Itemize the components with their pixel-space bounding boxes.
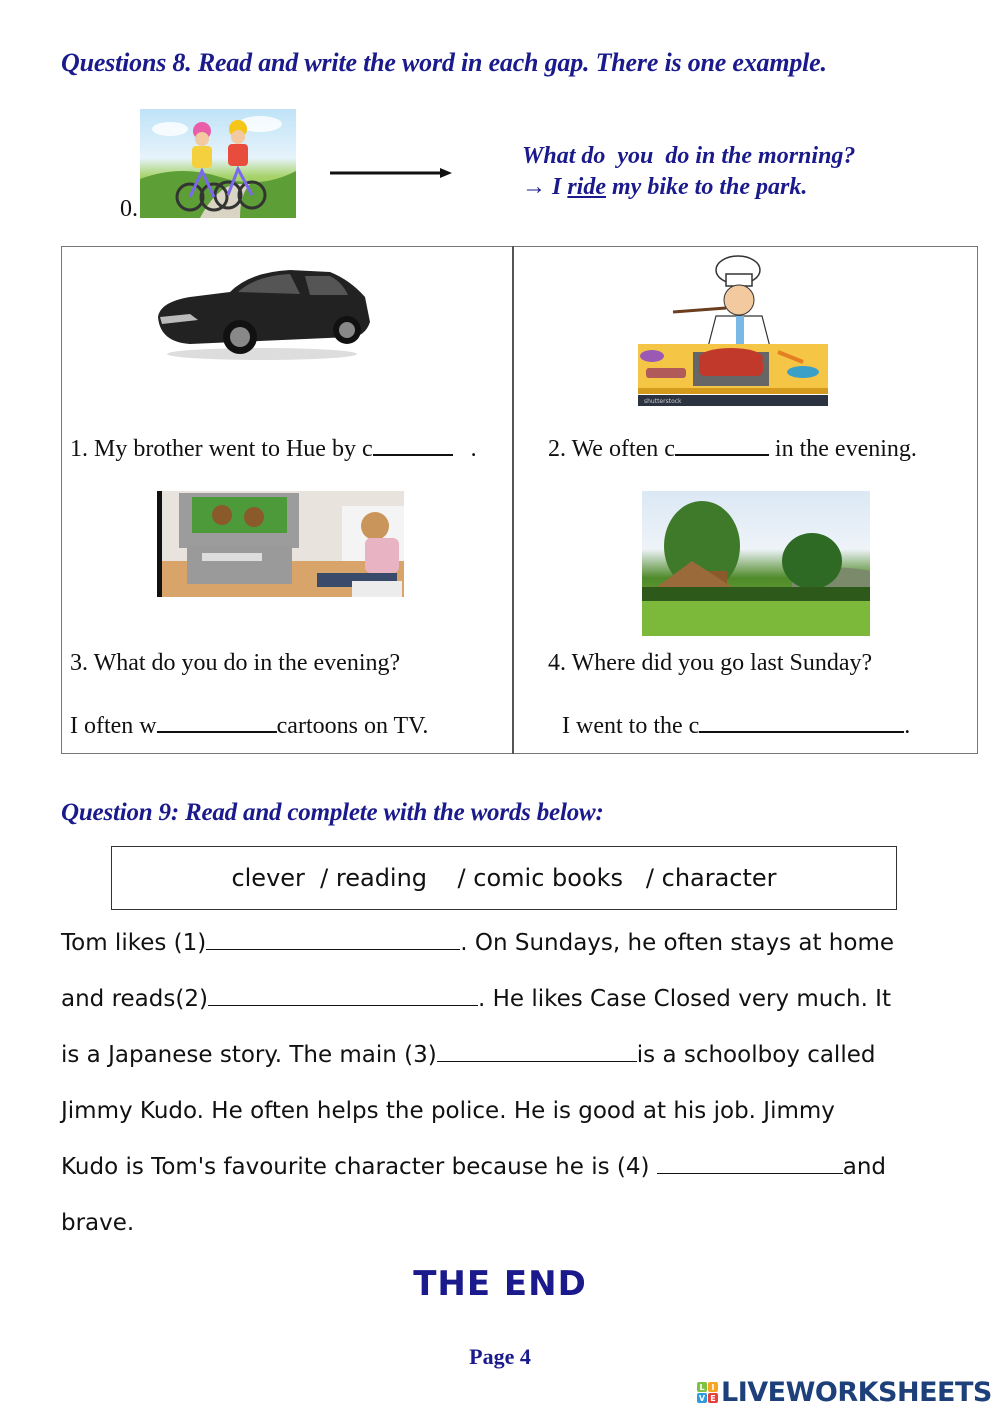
logo-tile-v: V [698,1393,706,1403]
logo-tile-l: L [697,1382,707,1392]
item-3-text-before: I often w [70,713,157,739]
item-2-answer-blank[interactable] [675,436,769,456]
line-1-before: Tom likes (1) [61,930,207,956]
long-right-arrow-icon [330,166,450,180]
example-answer-word: ride [567,174,607,200]
logo-text: LIVEWORKSHEETS [721,1377,992,1408]
gap-2-blank[interactable] [208,987,478,1006]
bike-image [140,109,296,218]
gap-1-blank[interactable] [206,931,460,950]
example-question: What do you do in the morning? [522,143,856,169]
paragraph-line-2 [61,986,938,1012]
paragraph-line-1 [61,930,938,956]
logo-tile-e: E [708,1393,718,1403]
gap-4-blank[interactable] [657,1155,843,1174]
item-4-sentence [562,713,910,740]
line-3-after: is a schoolboy called [636,1042,876,1068]
chef-image [638,252,828,406]
item-1-answer-blank[interactable] [373,436,453,456]
word-bank-text: clever / reading / comic books / character [231,864,777,892]
item-2-text-before: 2. We often c [548,436,675,462]
item-2-text-after: in the evening. [768,436,917,462]
chef-image-caption: shutterstock [644,398,682,405]
car-image [150,262,374,362]
logo-tiles-icon [697,1382,718,1403]
page-number: Page 4 [469,1344,531,1369]
word-bank-box [111,846,897,910]
paragraph-line-4 [61,1098,938,1124]
item-4-question: 4. Where did you go last Sunday? [548,650,873,676]
item-3-answer-blank[interactable] [157,713,277,733]
item-3-sentence [70,713,428,740]
paragraph-line-5 [61,1154,938,1180]
countryside-image [642,491,870,636]
item-3-question: 3. What do you do in the evening? [70,650,401,676]
line-2-before: and reads(2) [61,986,208,1012]
question-9-heading: Question 9: Read and complete with the words below: [61,799,604,826]
logo-tile-i: I [708,1382,718,1392]
the-end-title: THE END [413,1264,587,1304]
item-4-text-after: . [904,713,911,739]
item-4-text-before: I went to the c [562,713,700,739]
example-answer-suffix: my bike to the park. [606,174,808,200]
line-5-before: Kudo is Tom's favourite character because he is (4) [61,1154,657,1180]
item-1-text-before: 1. My brother went to Hue by c [70,436,373,462]
line-1-after: . On Sundays, he often stays at home [460,930,894,956]
example-number: 0. [120,196,138,222]
grid-divider [512,246,514,754]
line-5-after: and [842,1154,887,1180]
example-qa [522,141,942,203]
example-answer-prefix: → I [522,174,568,200]
question-8-heading: Questions 8. Read and write the word in each gap. There is one example. [61,48,827,77]
paragraph-line-6 [61,1210,938,1236]
line-4-text: Jimmy Kudo. He often helps the police. He is good at his job. Jimmy [61,1098,835,1124]
item-2-sentence [548,436,917,463]
line-3-before: is a Japanese story. The main (3) [61,1042,437,1068]
tv-image [157,491,404,597]
item-4-answer-blank[interactable] [699,713,904,733]
gap-3-blank[interactable] [437,1043,637,1062]
item-3-text-after: cartoons on TV. [276,713,429,739]
paragraph-line-3 [61,1042,938,1068]
line-2-after: . He likes Case Closed very much. It [477,986,891,1012]
item-1-sentence [70,436,477,463]
liveworksheets-logo[interactable] [697,1377,992,1408]
item-1-text-after: . [464,436,477,462]
line-6-text: brave. [61,1210,135,1236]
example-answer [522,172,942,203]
